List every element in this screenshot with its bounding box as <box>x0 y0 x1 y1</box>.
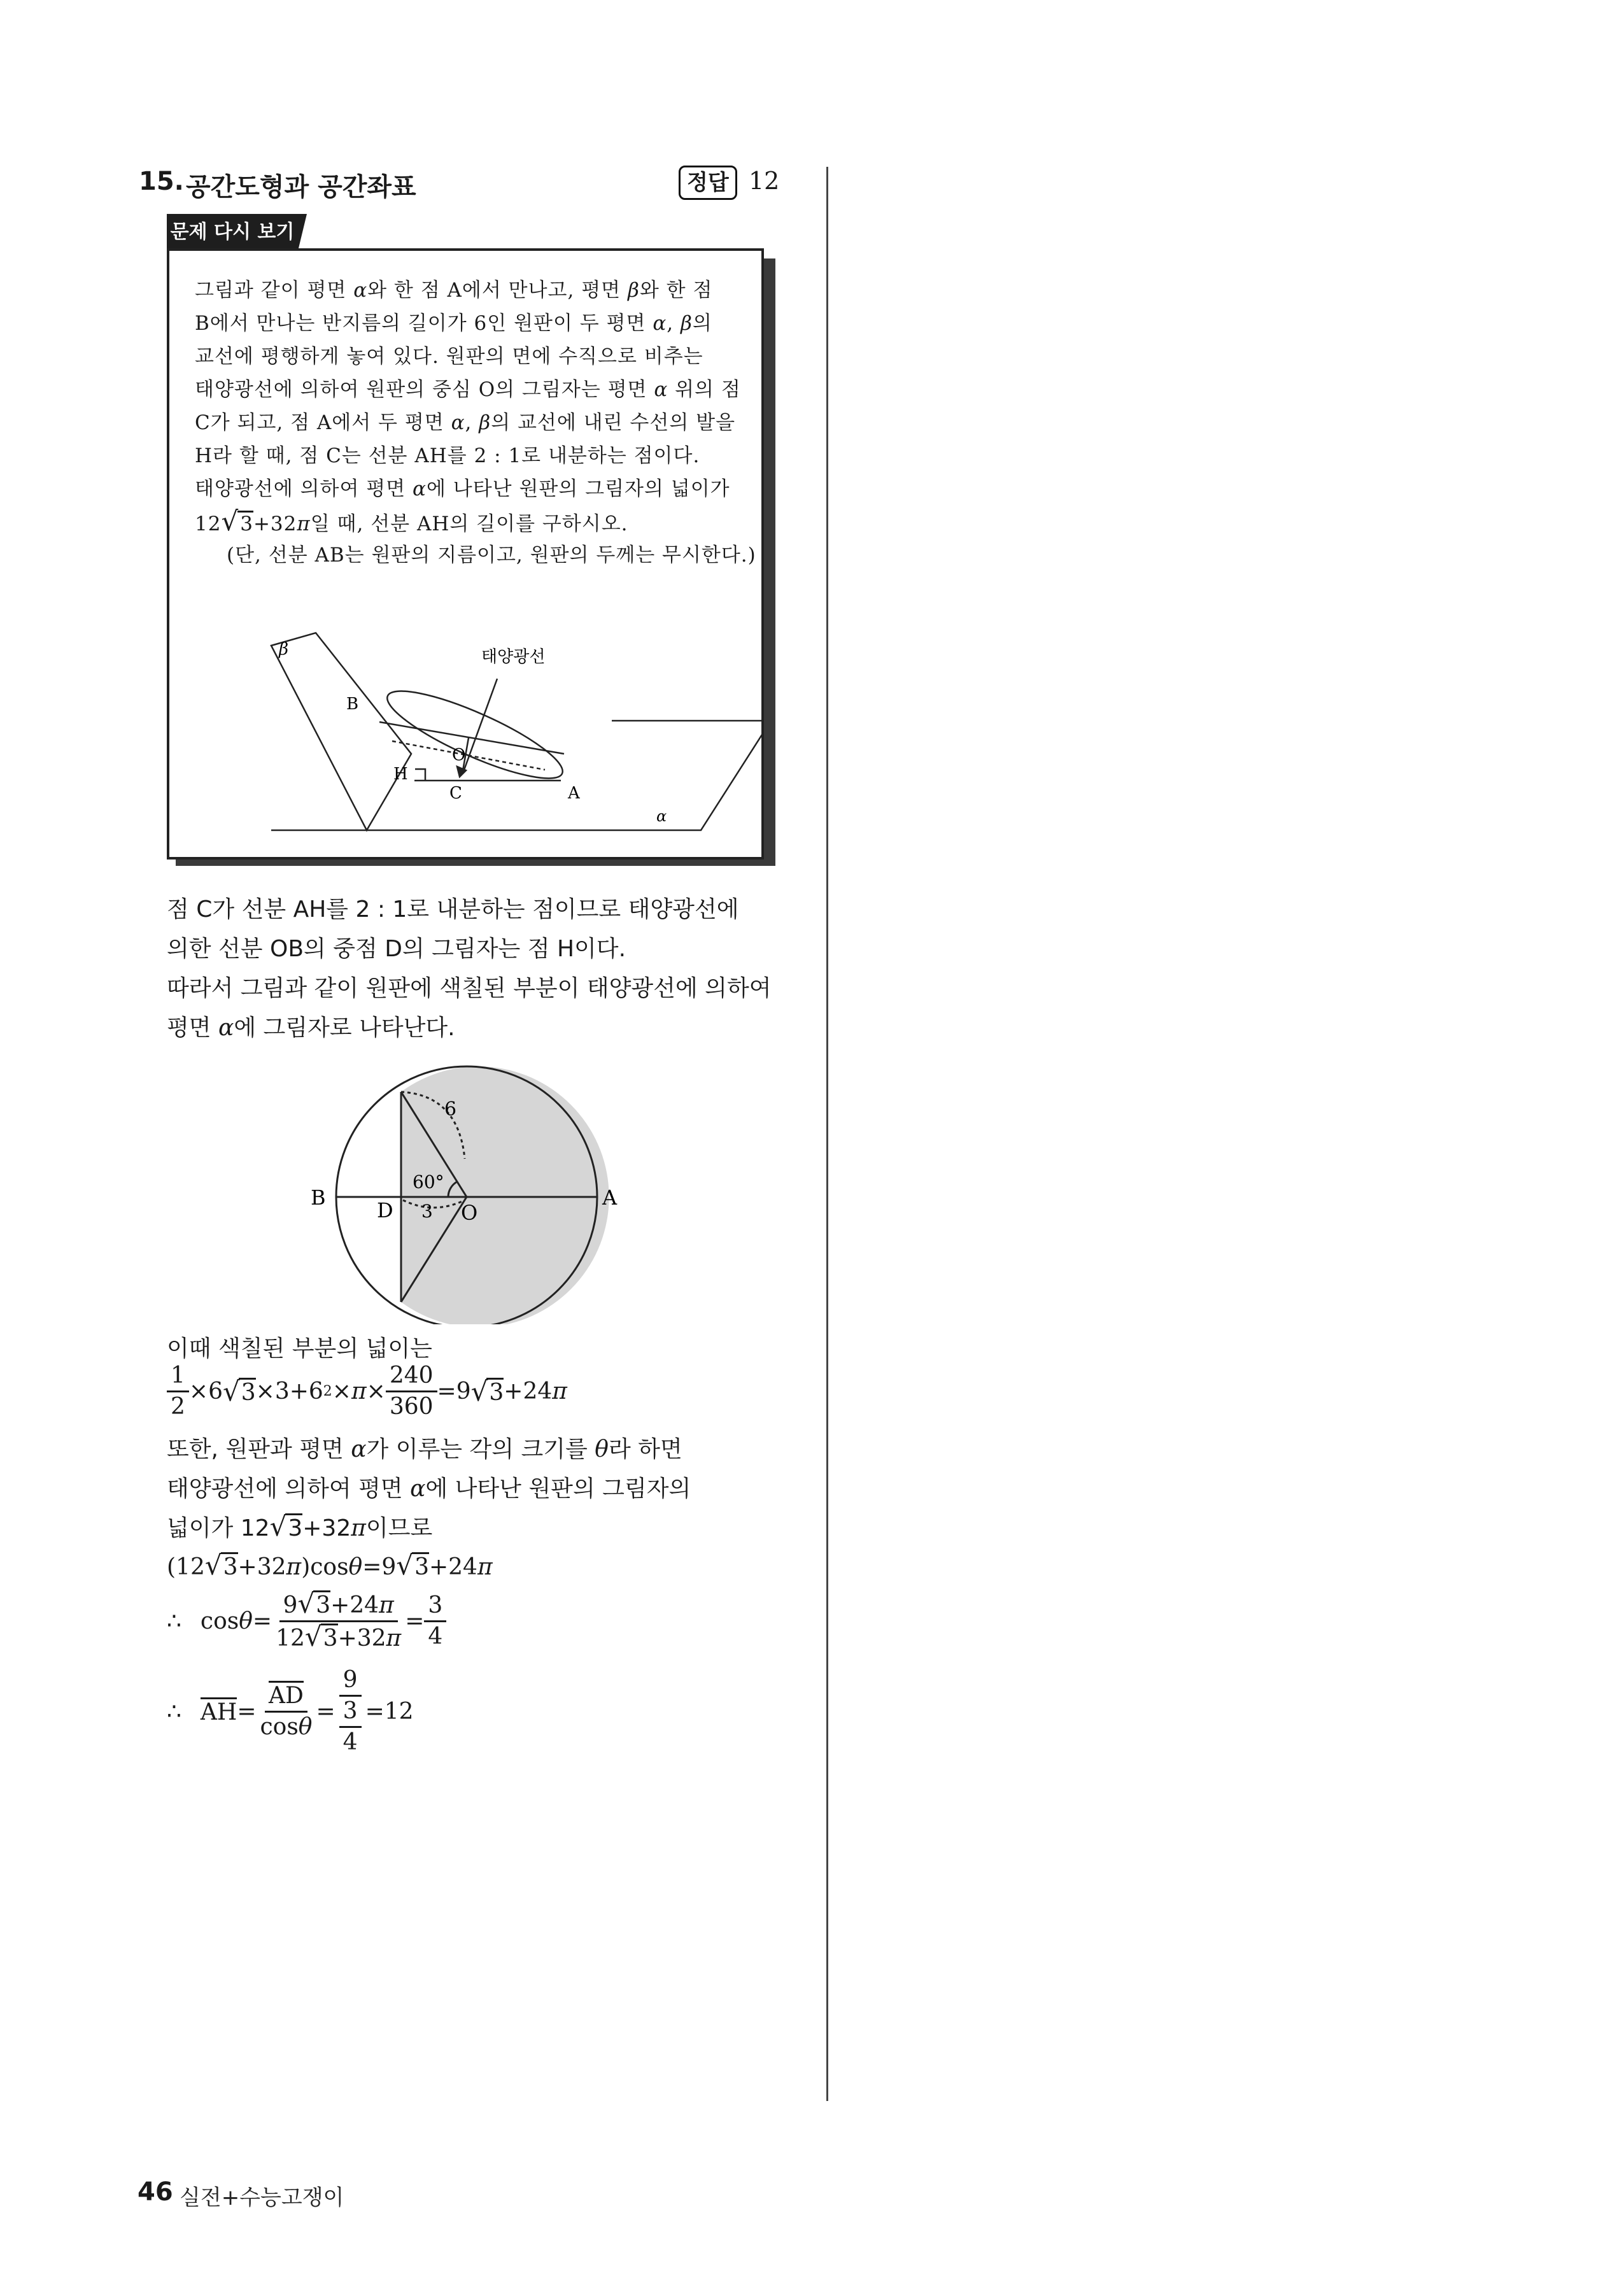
problem-line-3: 교선에 평행하게 놓여 있다. 원판의 면에 수직으로 비추는 <box>195 345 703 368</box>
problem-note: (단, 선분 AB는 원판의 지름이고, 원판의 두께는 무시한다.) <box>227 544 756 567</box>
label-A2: A <box>602 1185 618 1210</box>
section-title: 공간도형과 공간좌표 <box>186 173 416 202</box>
label-B2: B <box>311 1185 326 1210</box>
plane-beta <box>271 633 411 830</box>
problem-review-tab: 문제 다시 보기 <box>167 214 298 251</box>
label-alpha: α <box>656 807 667 825</box>
equation-ah: ∴ AH = $\frac{AD}{\cos\theta}$ = $\frac{9}{\frac{3}{4}}$ =12 <box>167 1667 414 1755</box>
problem-line-7: 태양광선에 의하여 평면 α에 나타난 원판의 그림자의 넓이가 <box>195 478 730 500</box>
label-H: H <box>393 765 408 784</box>
shadow-line: 태양광선에 의하여 평면 α에 나타난 원판의 그림자의 <box>167 1476 691 1502</box>
area-value-line: 넓이가 12√3+32π이므로 <box>167 1511 433 1542</box>
plane-alpha-outline <box>271 721 761 830</box>
problem-line-4: 태양광선에 의하여 원판의 중심 O의 그림자는 평면 α 위의 점 <box>195 378 741 401</box>
label-A: A <box>568 784 580 803</box>
equation-cos-theta: ∴ cos θ = $\frac{9√3+24\pi}{12√3+32\pi}$ = $\frac{3}{4}$ <box>167 1589 446 1653</box>
solution-line-2: 의한 선분 OB의 중점 D의 그림자는 점 H이다. <box>167 936 626 962</box>
solution-line-4: 평면 α에 그림자로 나타난다. <box>167 1015 455 1041</box>
solution-line-1: 점 C가 선분 AH를 2 : 1로 내분하는 점이므로 태양광선에 <box>167 896 739 923</box>
label-B: B <box>346 695 359 714</box>
problem-line-6: H라 할 때, 점 C는 선분 AH를 2 : 1로 내분하는 점이다. <box>195 444 700 467</box>
label-three: 3 <box>421 1201 433 1222</box>
answer-value: 12 <box>749 167 780 195</box>
problem-line-1: 그림과 같이 평면 α와 한 점 A에서 만나고, 평면 β와 한 점 <box>195 279 713 302</box>
label-O2: O <box>461 1201 478 1225</box>
problem-number: 15. <box>139 167 184 196</box>
book-title: 실전+수능고쟁이 <box>180 2185 344 2211</box>
problem-line-8: 12√3+32π일 때, 선분 AH의 길이를 구하시오. <box>195 506 628 537</box>
solution-line-3: 따라서 그림과 같이 원판에 색칠된 부분이 태양광선에 의하여 <box>167 975 772 1001</box>
circle-figure <box>306 1044 662 1324</box>
label-beta: β <box>279 640 289 659</box>
label-O: O <box>452 746 466 765</box>
column-divider <box>826 167 828 2101</box>
label-C: C <box>449 784 462 803</box>
label-D: D <box>377 1198 393 1222</box>
label-angle: 60° <box>413 1171 444 1192</box>
problem-line-5: C가 되고, 점 A에서 두 평면 α, β의 교선에 내린 수선의 발을 <box>195 411 736 434</box>
problem-line-2: B에서 만나는 반지름의 길이가 6인 원판이 두 평면 α, β의 <box>195 312 712 335</box>
theta-line: 또한, 원판과 평면 α가 이루는 각의 크기를 θ라 하면 <box>167 1436 682 1462</box>
label-six: 6 <box>444 1098 457 1121</box>
equation-area: $\frac{1}{2}$ ×6 √ 3 ×3+6 2 × π × $\frac{240}{360}$ =9 √ 3 +24 π <box>167 1361 567 1422</box>
label-sunlight: 태양광선 <box>481 647 546 667</box>
equation-cos: (12√3+32π)cosθ=9√3+24π <box>167 1550 493 1581</box>
problem-figure <box>265 626 761 843</box>
area-intro: 이때 색칠된 부분의 넓이는 <box>167 1336 432 1362</box>
problem-box <box>167 248 764 860</box>
answer-label-badge: 정답 <box>679 166 737 200</box>
right-angle-mark <box>415 769 425 781</box>
page-number: 46 <box>138 2177 173 2207</box>
shaded-region <box>401 1066 609 1324</box>
sunlight-ray <box>463 679 497 772</box>
